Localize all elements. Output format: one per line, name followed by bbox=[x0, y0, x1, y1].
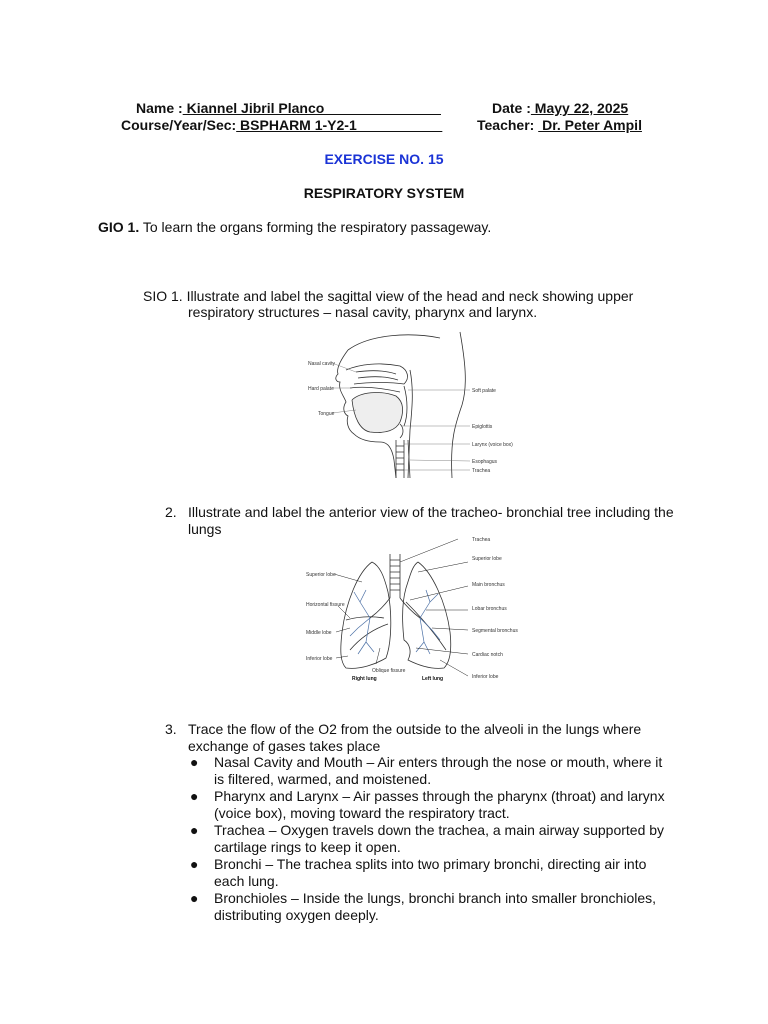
bullet-icon: ● bbox=[190, 856, 199, 872]
label-left-lung: Left lung bbox=[422, 676, 444, 682]
label-larynx: Larynx (voice box) bbox=[472, 442, 513, 448]
teacher-row bbox=[477, 117, 642, 133]
bullet-line2: (voice box), moving toward the respiratory tract. bbox=[214, 805, 510, 821]
tracheobronchial-tree-figure bbox=[300, 532, 518, 694]
label-cardiac-notch: Cardiac notch bbox=[472, 652, 503, 658]
bullet-icon: ● bbox=[190, 754, 199, 770]
sagittal-head-neck-figure bbox=[300, 330, 520, 480]
item-3-number: 3. bbox=[165, 721, 177, 737]
item-2-line2: lungs bbox=[188, 521, 222, 537]
bullet-line1: Bronchioles – Inside the lungs, bronchi branch into smaller bronchioles, bbox=[214, 890, 657, 906]
exercise-title: EXERCISE NO. 15 bbox=[324, 151, 444, 167]
bullet-line2: each lung. bbox=[214, 873, 279, 889]
bullet-line2: distributing oxygen deeply. bbox=[214, 907, 379, 923]
bullet-line1: Trachea – Oxygen travels down the trachea, a main airway supported by bbox=[214, 822, 665, 838]
name-label: Name : bbox=[136, 100, 183, 116]
item-3-line2: exchange of gases takes place bbox=[188, 738, 381, 754]
list-item bbox=[188, 856, 673, 890]
label-tongue: Tongue bbox=[318, 411, 335, 417]
list-item bbox=[188, 754, 673, 788]
label-main-bronchus: Main bronchus bbox=[472, 582, 505, 588]
gio-1 bbox=[98, 219, 491, 236]
label-inferior-lobe-right: Inferior lobe bbox=[306, 656, 333, 662]
label-epiglottis: Epiglottis bbox=[472, 424, 493, 430]
gio-text: To learn the organs forming the respiratory passageway. bbox=[139, 219, 492, 235]
gio-label: GIO 1. bbox=[98, 219, 140, 235]
label-superior-lobe-left: Superior lobe bbox=[472, 556, 502, 562]
oxygen-flow-list bbox=[188, 754, 673, 924]
name-row bbox=[136, 100, 441, 116]
label-lobar-bronchus: Lobar bronchus bbox=[472, 606, 507, 612]
item-3-line1: Trace the flow of the O2 from the outside to the alveoli in the lungs where bbox=[188, 721, 642, 737]
item-2-number: 2. bbox=[165, 504, 177, 520]
item-2-line1: Illustrate and label the anterior view of the tracheo- bronchial tree including the bbox=[188, 504, 674, 520]
teacher-label: Teacher: bbox=[477, 117, 539, 133]
bullet-line1: Bronchi – The trachea splits into two primary bronchi, directing air into bbox=[214, 856, 647, 872]
course-value: BSPHARM 1-Y2-1 bbox=[236, 117, 443, 133]
sio-1-line2: respiratory structures – nasal cavity, pharynx and larynx. bbox=[188, 304, 538, 320]
label-nasal-cavity: Nasal cavity bbox=[308, 361, 335, 367]
label-trachea: Trachea bbox=[472, 468, 491, 474]
bullet-line2: cartilage rings to keep it open. bbox=[214, 839, 401, 855]
sio-1-line1: SIO 1. Illustrate and label the sagittal view of the head and neck showing upper bbox=[143, 288, 634, 304]
bullet-icon: ● bbox=[190, 890, 199, 906]
teacher-value: Dr. Peter Ampil bbox=[538, 117, 642, 133]
course-label: Course/Year/Sec: bbox=[121, 117, 237, 133]
label-oblique-fissure: Oblique fissure bbox=[372, 668, 406, 674]
label-middle-lobe: Middle lobe bbox=[306, 630, 332, 636]
list-item bbox=[188, 788, 673, 822]
list-item bbox=[188, 890, 673, 924]
label-right-lung: Right lung bbox=[352, 676, 377, 682]
label-soft-palate: Soft palate bbox=[472, 388, 496, 394]
label-trachea-2: Trachea bbox=[472, 537, 491, 543]
label-segmental-bronchus: Segmental bronchus bbox=[472, 628, 518, 634]
label-hard-palate: Hard palate bbox=[308, 386, 334, 392]
label-esophagus: Esophagus bbox=[472, 459, 498, 465]
date-row bbox=[492, 100, 628, 116]
course-row bbox=[121, 117, 442, 133]
section-title: RESPIRATORY SYSTEM bbox=[303, 185, 465, 201]
date-value: Mayy 22, 2025 bbox=[530, 100, 629, 116]
date-label: Date : bbox=[492, 100, 531, 116]
bullet-line1: Pharynx and Larynx – Air passes through the pharynx (throat) and larynx bbox=[214, 788, 665, 804]
name-value: Kiannel Jibril Planco bbox=[182, 100, 441, 116]
list-item bbox=[188, 822, 673, 856]
bullet-icon: ● bbox=[190, 822, 199, 838]
bullet-line1: Nasal Cavity and Mouth – Air enters through the nose or mouth, where it bbox=[214, 754, 663, 770]
label-inferior-lobe-left: Inferior lobe bbox=[472, 674, 499, 680]
label-superior-lobe-right: Superior lobe bbox=[306, 572, 336, 578]
label-horizontal-fissure: Horizontal fissure bbox=[306, 602, 345, 608]
bullet-icon: ● bbox=[190, 788, 199, 804]
bullet-line2: is filtered, warmed, and moistened. bbox=[214, 771, 432, 787]
